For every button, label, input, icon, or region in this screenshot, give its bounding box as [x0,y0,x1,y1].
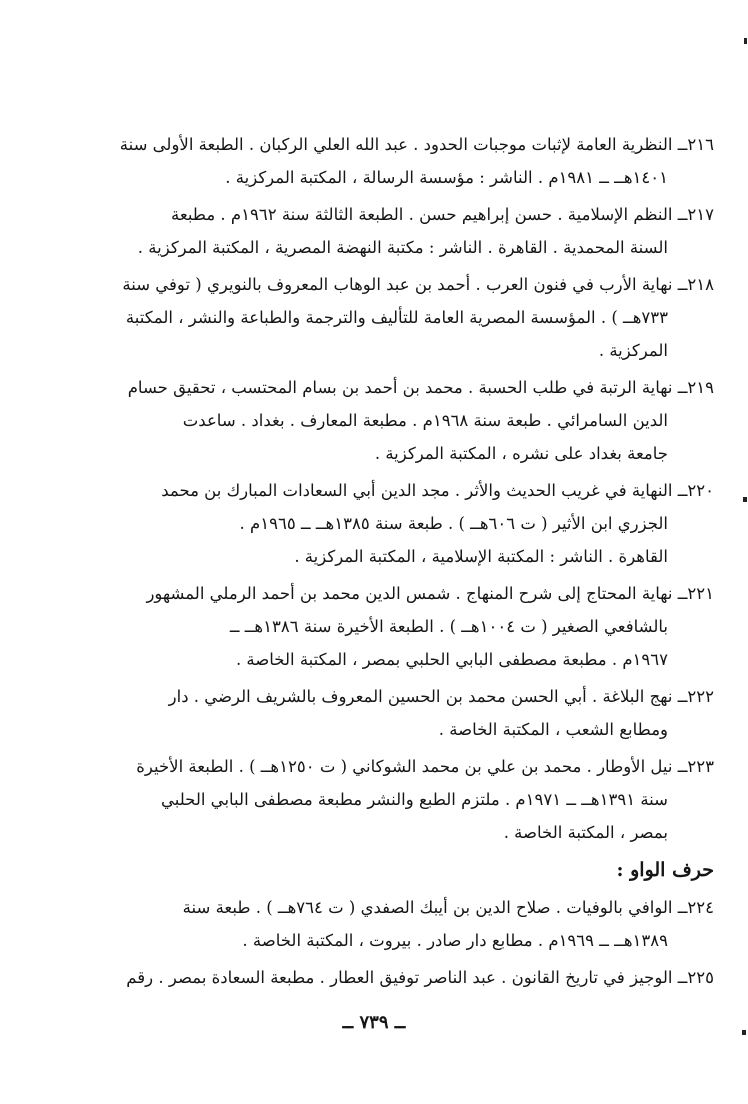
entry-continuation-line: ١٩٦٧م . مطبعة مصطفى البابي الحلبي بمصر ، المكتبة الخاصة . [235,650,668,669]
entry-first-line: ٢١٦ــ النظرية العامة لإثبات موجبات الحدود . عبد الله العلي الركبان . الطبعة الأولى سنة [119,135,714,154]
entry-first-line: ٢٢٥ــ الوجيز في تاريخ القانون . عبد الناصر توفيق العطار . مطبعة السعادة بمصر . رقم [126,968,714,987]
bibliography-entries-group-waw [96,891,714,994]
bibliography-page [96,128,714,998]
entry-continuation-line: ومطابع الشعب ، المكتبة الخاصة . [438,720,668,739]
bibliography-entry [96,371,714,470]
entry-first-line: ٢٢٢ــ نهج البلاغة . أبي الحسن محمد بن الحسين المعروف بالشريف الرضي . دار [168,687,714,706]
entry-continuation-line: ٧٣٣هــ ) . المؤسسة المصرية العامة للتأليف والترجمة والطباعة والنشر ، المكتبة [125,308,668,327]
entry-first-line: ٢١٧ــ النظم الإسلامية . حسن إبراهيم حسن . الطبعة الثالثة سنة ١٩٦٢م . مطبعة [171,205,714,224]
entry-first-line: ٢٢٤ــ الوافي بالوفيات . صلاح الدين بن أيبك الصفدي ( ت ٧٦٤هــ ) . طبعة سنة [182,898,714,917]
bibliography-entries-group [96,128,714,849]
bibliography-entry [96,577,714,676]
margin-mark-bottom [742,1030,746,1035]
bibliography-entry [96,961,714,994]
entry-continuation-line: بالشافعي الصغير ( ت ١٠٠٤هــ ) . الطبعة الأخيرة سنة ١٣٨٦هــ ــ [229,617,668,636]
entry-continuation-line: السنة المحمدية . القاهرة . الناشر : مكتبة النهضة المصرية ، المكتبة المركزية . [137,238,668,257]
bibliography-entry [96,680,714,746]
bibliography-entry [96,268,714,367]
entry-continuation-line: الدين السامرائي . طبعة سنة ١٩٦٨م . مطبعة المعارف . بغداد . ساعدت [182,411,668,430]
entry-first-line: ٢١٨ــ نهاية الأرب في فنون العرب . أحمد بن عبد الوهاب المعروف بالنويري ( توفي سنة [122,275,714,294]
margin-mark-middle [743,497,747,502]
entry-continuation-line: ١٣٨٩هــ ــ ١٩٦٩م . مطابع دار صادر . بيروت ، المكتبة الخاصة . [242,931,668,950]
entry-first-line: ٢٢٣ــ نيل الأوطار . محمد بن علي بن محمد الشوكاني ( ت ١٢٥٠هــ ) . الطبعة الأخيرة [136,757,714,776]
entry-continuation-line: المركزية . [598,341,668,360]
entry-first-line: ٢١٩ــ نهاية الرتبة في طلب الحسبة . محمد بن أحمد بن بسام المحتسب ، تحقيق حسام [127,378,714,397]
entry-continuation-line: بمصر ، المكتبة الخاصة . [503,823,668,842]
entry-continuation-line: ١٤٠١هــ ــ ١٩٨١م . الناشر : مؤسسة الرسالة ، المكتبة المركزية . [225,168,668,187]
entry-continuation-line: الجزري ابن الأثير ( ت ٦٠٦هــ ) . طبعة سنة ١٣٨٥هــ ــ ١٩٦٥م . [239,514,668,533]
bibliography-entry [96,128,714,194]
entry-first-line: ٢٢١ــ نهاية المحتاج إلى شرح المنهاج . شمس الدين محمد بن أحمد الرملي المشهور [146,584,714,603]
entry-first-line: ٢٢٠ــ النهاية في غريب الحديث والأثر . مجد الدين أبي السعادات المبارك بن محمد [161,481,714,500]
bibliography-entry [96,474,714,573]
page-number: ــ ٧٣٩ ــ [342,1012,406,1033]
entry-continuation-line: سنة ١٣٩١هــ ــ ١٩٧١م . ملتزم الطبع والنشر مطبعة مصطفى البابي الحلبي [160,790,668,809]
bibliography-entry [96,198,714,264]
section-heading: حرف الواو : [616,859,714,881]
margin-mark-top [744,38,747,44]
entry-continuation-line: جامعة بغداد على نشره ، المكتبة المركزية . [374,444,668,463]
bibliography-entry [96,750,714,849]
entry-continuation-line: القاهرة . الناشر : المكتبة الإسلامية ، المكتبة المركزية . [294,547,668,566]
bibliography-entry [96,891,714,957]
